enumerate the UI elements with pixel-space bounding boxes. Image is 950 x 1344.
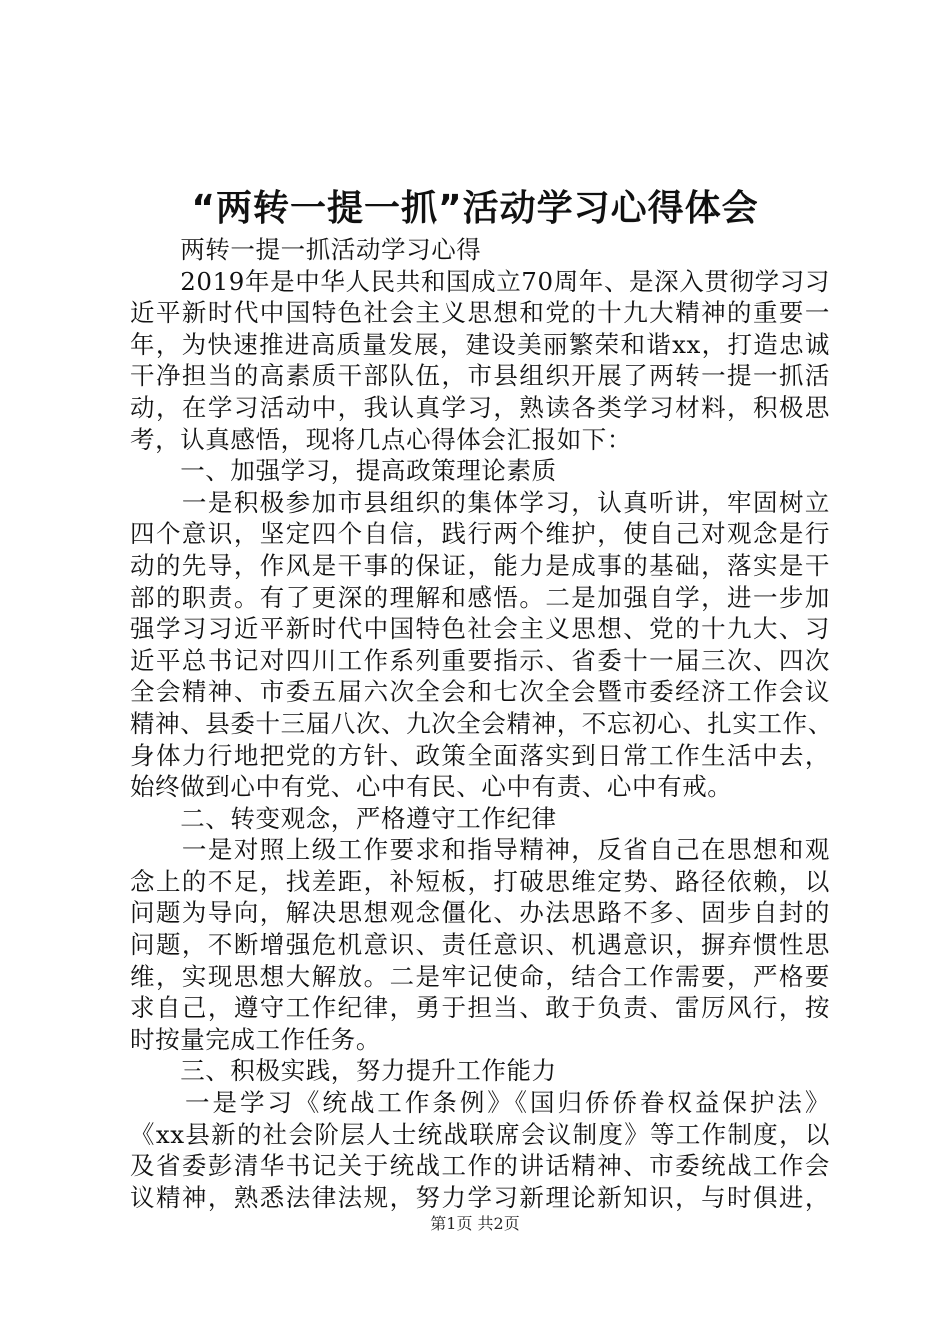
page-number-footer: 第1页 共2页: [430, 1214, 520, 1233]
body-text-line: 两转一提一抓活动学习心得: [130, 235, 482, 264]
body-text-line: 一是对照上级工作要求和指导精神，反省自己在思想和观: [130, 835, 830, 865]
body-text-line: 问题，不断增强危机意识、责任意识、机遇意识，摒弃惯性思: [130, 930, 830, 960]
body-text-line: 及省委彭清华书记关于统战工作的讲话精神、市委统战工作会: [130, 1151, 830, 1181]
body-text-line: 《xx县新的社会阶层人士统战联席会议制度》等工作制度，以: [130, 1119, 830, 1149]
body-text-line: 身体力行地把党的方针、政策全面落实到日常工作生活中去，: [130, 740, 830, 770]
body-text-line: 四个意识，坚定四个自信，践行两个维护，使自己对观念是行: [130, 519, 830, 549]
body-text-line: 考，认真感悟，现将几点心得体会汇报如下：: [130, 424, 632, 454]
document-title: “两转一提一抓”活动学习心得体会: [191, 188, 759, 229]
body-text-line: 动，在学习活动中，我认真学习，熟读各类学习材料，积极思: [130, 392, 830, 422]
body-text-line: 强学习习近平新时代中国特色社会主义思想、党的十九大、习: [130, 614, 830, 644]
body-text-line: 议精神，熟悉法律法规，努力学习新理论新知识，与时俱进，: [130, 1182, 830, 1212]
body-text-line: 念上的不足，找差距，补短板，打破思维定势、路径依赖，以: [130, 866, 830, 896]
body-text-line: 始终做到心中有党、心中有民、心中有责、心中有戒。: [130, 772, 733, 802]
body-text-line: 求自己，遵守工作纪律，勇于担当、敢于负责、雷厉风行，按: [130, 993, 830, 1023]
body-text-line: 时按量完成工作任务。: [130, 1024, 381, 1054]
body-text-line: 三、积极实践，努力提升工作能力: [130, 1056, 557, 1086]
body-text-line: 干净担当的高素质干部队伍，市县组织开展了两转一提一抓活: [130, 361, 830, 391]
body-text-line: 问题为导向，解决思想观念僵化、办法思路不多、固步自封的: [130, 898, 830, 928]
body-text-line: 近平新时代中国特色社会主义思想和党的十九大精神的重要一: [130, 298, 830, 328]
body-text-line: 部的职责。有了更深的理解和感悟。二是加强自学，进一步加: [130, 582, 830, 612]
body-text-line: 近平总书记对四川工作系列重要指示、省委十一届三次、四次: [130, 645, 830, 675]
body-text-line: 维，实现思想大解放。二是牢记使命，结合工作需要，严格要: [130, 961, 830, 991]
body-text-line: 一是积极参加市县组织的集体学习，认真听讲，牢固树立: [130, 487, 830, 517]
body-text-line: 精神、县委十三届八次、九次全会精神，不忘初心、扎实工作、: [130, 708, 833, 738]
body-text-line: 年，为快速推进高质量发展，建设美丽繁荣和谐xx，打造忠诚: [130, 329, 830, 359]
body-text-line: 动的先导，作风是干事的保证，能力是成事的基础，落实是干: [130, 550, 830, 580]
body-text-line: 二、转变观念，严格遵守工作纪律: [130, 803, 557, 833]
body-text-line: 2019年是中华人民共和国成立70周年、是深入贯彻学习习: [130, 266, 830, 296]
body-text-line: 全会精神、市委五届六次全会和七次全会暨市委经济工作会议: [130, 677, 830, 707]
document-body: [130, 234, 833, 1213]
body-text-line: 一是学习《统战工作条例》《国归侨侨眷权益保护法》: [130, 1088, 830, 1118]
body-text-line: 一、加强学习，提高政策理论素质: [130, 456, 557, 486]
